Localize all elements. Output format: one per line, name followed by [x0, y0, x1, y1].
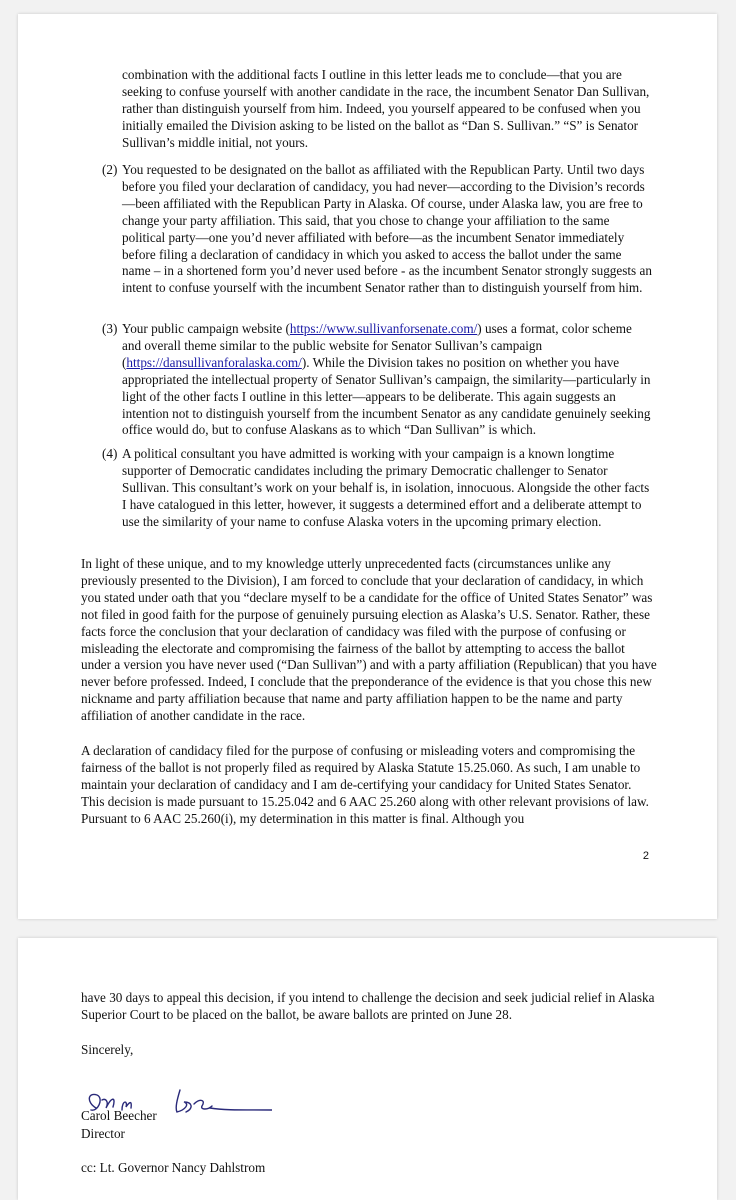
item-number: (4)	[102, 446, 118, 461]
continued-paragraph: have 30 days to appeal this decision, if you intend to challenge the decision and seek judicial relief in Alaska Superior Court to be placed on the ballot, be aware ballots are printed on June 28.	[81, 990, 655, 1022]
item-text-part: ) uses a format, color scheme and overall theme similar to the public website for Senator Sullivan’s campaign (	[122, 321, 632, 370]
page-number: 2	[642, 850, 649, 862]
letter-page-2	[18, 14, 717, 919]
item-text: You requested to be designated on the ballot as affiliated with the Republican Party. Until two days before you filed your declaration of candidacy, you had never—according to the Division’s records—been affiliated with the Republican Party in Alaska. Of course, under Alaska law, you are free to change your party affiliation. This said, that you chose to change your affiliation to the same political party—one you’d never affiliated with before—as the incumbent Senator immediately before filing a declaration of candidacy in which you asked to access the ballot under the same name – in a shortened form you’d never used before - as the incumbent Senator strongly suggests an intent to confuse yourself with the incumbent Senator rather than to distinguish yourself from him.	[122, 162, 652, 296]
decision-paragraph: A declaration of candidacy filed for the purpose of confusing or misleading voters and compromising the fairness of the ballot is not properly filed as required by Alaska Statute 15.25.060. As such, I am unable to maintain your declaration of candidacy and I am de-certifying your candidacy for United States Senator. This decision is made pursuant to 15.25.042 and 6 AAC 25.260 along with other relevant provisions of law. Pursuant to 6 AAC 25.260(i), my determination in this matter is final. Although you	[81, 743, 649, 826]
item-text	[122, 321, 652, 439]
item-text-part: Your public campaign website (	[122, 321, 290, 336]
signer-name: Carol Beecher	[81, 1108, 157, 1123]
continued-paragraph: combination with the additional facts I outline in this letter leads me to conclude—that you are seeking to confuse yourself with another candidate in the race, the incumbent Senator Dan Sullivan, rather than distinguish yourself from him. Indeed, you yourself appeared to be confused when you initially emailed the Division asking to be listed on the ballot as “Dan S. Sullivan.” “S” is Senator Sullivan’s middle initial, not yours.	[122, 67, 650, 150]
item-text-part: ). While the Division takes no position on whether you have appropriated the intellectual property of Senator Sullivan’s campaign, the similarity—particularly in light of the other facts I outline in this letter—appears to be deliberate. This again suggests an intention not to distinguish yourself from the incumbent Senator as any candidate genuinely seeking office would do, but to confuse Alaskans as to which “Dan Sullivan” is which.	[122, 354, 651, 438]
closing-salutation: Sincerely,	[81, 1042, 134, 1057]
letter-page-3	[18, 938, 717, 1200]
item-number: (2)	[102, 162, 118, 177]
sullivan-campaign-link[interactable]: https://dansullivanforalaska.com/	[126, 354, 302, 370]
item-number: (3)	[102, 321, 118, 336]
campaign-website-link[interactable]: https://www.sullivanforsenate.com/	[289, 321, 478, 336]
cc-line: cc: Lt. Governor Nancy Dahlstrom	[81, 1160, 266, 1175]
signer-title: Director	[81, 1126, 125, 1141]
item-text: A political consultant you have admitted is working with your campaign is a known longtime supporter of Democratic candidates including the primary Democratic challenger to Senator Sullivan. This consultant’s work on your behalf is, in isolation, innocuous. Alongside the other facts I have catalogued in this letter, however, it suggests a determined effort and a deliberate attempt to use the similarity of your name to confuse Alaska voters in the upcoming primary election.	[122, 446, 650, 529]
conclusion-paragraph: In light of these unique, and to my knowledge utterly unprecedented facts (circumstances unlike any previously presented to the Division), I am forced to conclude that your declaration of candidacy, in which you stated under oath that you “declare myself to be a candidate for the office of United States Senator” was not filed in good faith for the purpose of genuinely pursuing election as Alaska’s U.S. Senator. Rather, these facts force the conclusion that your declaration of candidacy was filed with the purpose of confusing or misleading the electorate and compromising the fairness of the ballot by attempting to access the ballot under a version you have never used (“Dan Sullivan”) and with a party affiliation (Republican) that you have never before professed. Indeed, I conclude that the preponderance of the evidence is that you chose this new nickname and party affiliation because that name and party affiliation happen to be the name and party affiliation of another candidate in the race.	[81, 556, 657, 724]
